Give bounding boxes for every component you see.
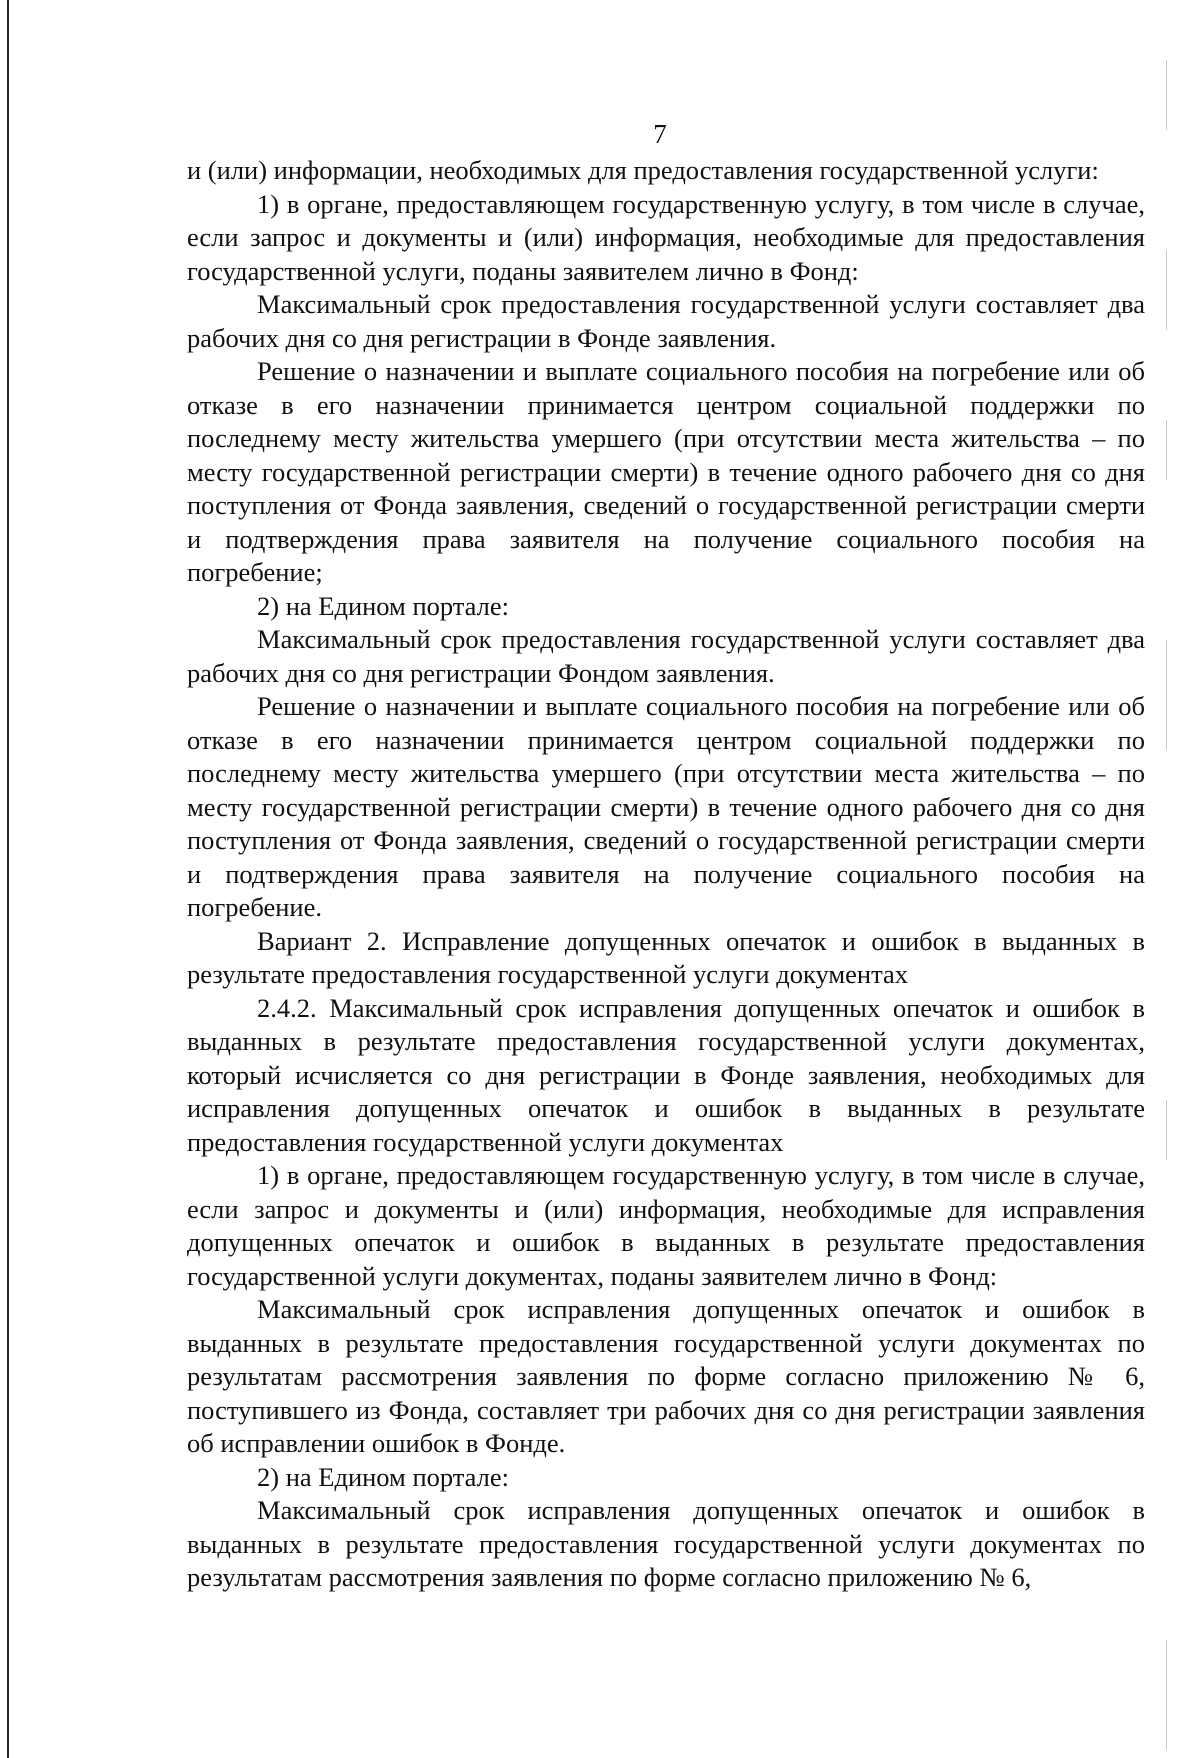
paragraph: 1) в органе, предоставляющем государственную услугу, в том числе в случае, если запрос и документы и (или) информация, необходимые для предоставления государственной услуги, поданы заявителем лично в Фонд: [187, 188, 1145, 286]
paragraph: 2) на Едином портале: [257, 1461, 510, 1492]
paragraph: Решение о назначении и выплате социального пособия на погребение или об отказе в его назначении принимается центром социальной поддержки по последнему месту жительства умершего (при отсутствии места жительства – по месту государственной регистрации смерти) в течение одного рабочего дня со дня поступления от Фонда заявления, сведений о государственной регистрации смерти и подтверждения права заявителя на получение социального пособия на погребение; [187, 356, 1145, 587]
scan-margin-mark [1166, 250, 1167, 330]
document-body [187, 154, 1145, 1595]
paragraph: 2) на Едином портале: [257, 590, 510, 621]
scan-margin-mark [1166, 640, 1167, 750]
scan-margin-mark [1166, 1640, 1167, 1750]
scan-margin-mark [1166, 420, 1167, 480]
paragraph: Вариант 2. Исправление допущенных опечаток и ошибок в выданных в результате предоставления государственной услуги документах [187, 925, 1145, 989]
paragraph: Максимальный срок исправления допущенных опечаток и ошибок в выданных в результате предоставления государственной услуги документах по результатам рассмотрения заявления по форме согласно приложению № 6, поступившего из Фонда, составляет три рабочих дня со дня регистрации заявления об исправлении ошибок в Фонде. [187, 1294, 1145, 1458]
scan-margin-mark [1166, 1100, 1167, 1160]
paragraph: и (или) информации, необходимых для предоставления государственной услуги: [187, 155, 1099, 185]
paragraph: Максимальный срок исправления допущенных опечаток и ошибок в выданных в результате предоставления государственной услуги документах по результатам рассмотрения заявления по форме согласно приложению № 6, [187, 1495, 1145, 1592]
paragraph: Максимальный срок предоставления государственной услуги составляет два рабочих дня со дня регистрации Фондом заявления. [187, 624, 1145, 688]
paragraph: Решение о назначении и выплате социального пособия на погребение или об отказе в его назначении принимается центром социальной поддержки по последнему месту жительства умершего (при отсутствии места жительства – по месту государственной регистрации смерти) в течение одного рабочего дня со дня поступления от Фонда заявления, сведений о государственной регистрации смерти и подтверждения права заявителя на получение социального пособия на погребение. [187, 691, 1145, 922]
page-number: 7 [653, 119, 667, 149]
paragraph: 1) в органе, предоставляющем государственную услугу, в том числе в случае, если запрос и документы и (или) информация, необходимые для исправления допущенных опечаток и ошибок в выданных в результате предоставления государственной услуги документах, поданы заявителем лично в Фонд: [187, 1160, 1145, 1291]
scan-edge-line [7, 0, 9, 1758]
paragraph: 2.4.2. Максимальный срок исправления допущенных опечаток и ошибок в выданных в результате предоставления государственной услуги документах, который исчисляется со дня регистрации в Фонде заявления, необходимых для исправления допущенных опечаток и ошибок в выданных в результате предоставления государственной услуги документах [187, 992, 1145, 1157]
paragraph: Максимальный срок предоставления государственной услуги составляет два рабочих дня со дня регистрации в Фонде заявления. [187, 289, 1145, 353]
